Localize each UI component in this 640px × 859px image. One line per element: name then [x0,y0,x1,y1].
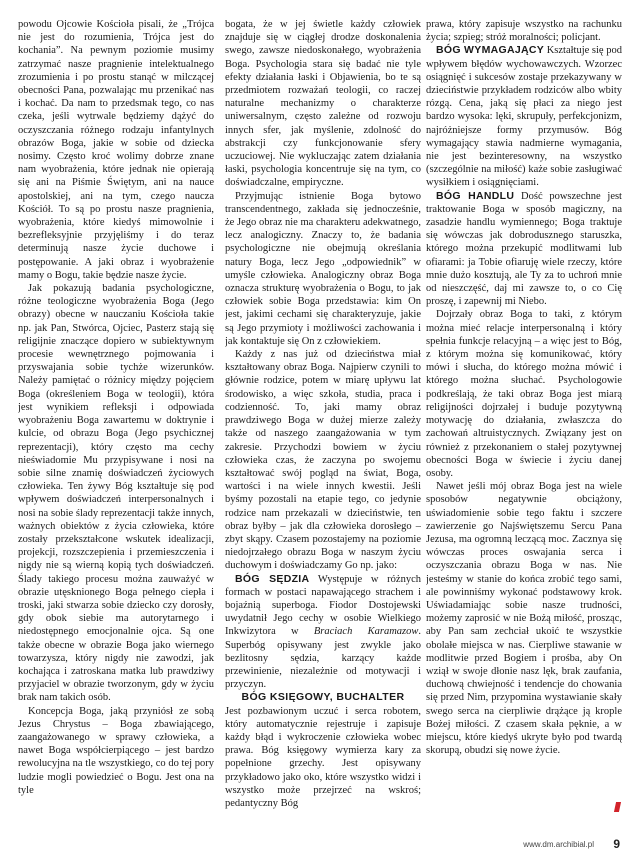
body-paragraph [426,44,622,189]
body-paragraph: powodu Ojcowie Kościoła pisali, że „Trójca nie jest do rozumienia, Trójca jest do kochania”. Na pewnym poziomie musimy zatrzymać nasze pragnienie intelektualnego zrozumienia i po prostu stanąć w milczącej obecności Pana, pozwalając mu przenikać nas i kochać. Da nam to przedsmak tego, co nas czeka, jeśli wytrwale będziemy dążyć do oczyszczania różnego rodzaju infantylnych obrazów Boga, jakie w sobie od dziecka nosimy. Często kroć wolimy dobrze znane nam wyobrażenia, które jednak nie opierają się ani na Piśmie Świętym, ani na nauce apostolskiej, ani na tym, czego naucza Kościół. To są po prostu nasze pragnienia, wyobrażenia, które kiedyś mimowolnie i bezrefleksyjnie przyjęliśmy i do teraz determinują nasze życie duchowe i postępowanie. A jaki obraz i wyobrażenie mamy o Bogu, takie będzie nasze życie. [18,19,214,281]
paragraph-text: Dość powszechne jest traktowanie Boga w sposób magiczny, na zasadzie handlu wymiennego; Boga traktuje się wówczas jak dobrodusznego staruszka, którego można przekupić modlitwami lub ofiarami: ja Tobie ofiaruję wiele rzeczy, które mnie dużo kosztują, ale Ty za to uchroń mnie od nieszczęść, daj mi zawsze to, o co Cię proszę, i zapewnij mi Niebo. [426,190,622,308]
page-footer [18,838,622,854]
article-column-3 [426,18,622,836]
page-number: 9 [613,837,620,851]
section-lead-bog-sedzia: BÓG SĘDZIA [235,572,310,585]
section-lead-bog-wymagajacy: BÓG WYMAGAJĄCY [436,44,545,57]
body-paragraph: prawa, który zapisuje wszystko na rachunku życia; szpieg; stróż moralności; policjant. [426,19,622,44]
section-heading: BÓG KSIĘGOWY, BUCHALTER [241,691,405,704]
body-paragraph: Jest pozbawionym uczuć i serca robotem, który automatycznie rejestruje i zapisuje każdy błąd i wykroczenie człowieka wobec prawa. Bóg księgowy wymierza kary za popełnione grzechy. Jest opisywany przykładowo jako oko, które wszystko widzi i wszystko może przejrzeć na wskroś; pedantyczny Bóg [225,705,421,809]
paragraph-text: Występuje w różnych formach w postaci napawającego strachem i bojaźnią superboga. Fiodor Dostojewski uwydatnił Jego cechy w osobie Wielkiego Inkwizytora w [225,573,421,638]
book-title: Braciach Karamazow [313,626,419,638]
body-paragraph [426,190,622,309]
article-column-1 [18,18,214,836]
body-paragraph: Koncepcja Boga, jaką przyniósł ze sobą Jezus Chrystus – Boga zbawiającego, zaangażowanego w sprawy człowieka, a nawet Boga współcierpiącego – jest bardzo rewolucyjna na tle wszystkiego, co do tej pory ludzie mogli powiedzieć o Bogu. Jest ona na tyle [18,705,214,796]
paragraph-text: Kształtuje się pod wpływem błędów wychowawczych. Wzorzec osiągnięć i sukcesów zostaje przekazywany w dzieciństwie przykładem rodziców albo wbity rózgą. Cena, jaką się płaci za niego jest bardzo wysoka: lęki, skrupuły, perfekcjonizm, najróżniejsze formy przymusów. Bóg wymagający stawia nadmierne wymagania, nie jest bezinteresowny, na wszystko (szczególnie na miłość) każe sobie zasługiwać wysiłkiem i osiągnięciami. [426,45,622,189]
paragraph-text: . Superbóg opisywany jest zwykle jako bezlitosny sędzia, karzący każde przewinienie, niezależnie od motywacji i przyczyn. [225,626,421,691]
body-paragraph: Dojrzały obraz Boga to taki, z którym można mieć relacje interpersonalną i który spełnia funkcje relacyjną – a więc jest to Bóg, z którym można się komunikować, który mówi i słucha, do którego można mówić i którego można słuchać. Psychologowie podkreślają, że taki obraz Boga jest miarą religijności dojrzałej i buduje pozytywną motywację do działania, zwłaszcza do zachowań altruistycznych. Związany jest on również z przekonaniem o stałej pozytywnej obecności Boga w świecie i życiu danej osoby. [426,309,622,479]
body-paragraph: Jak pokazują badania psychologiczne, różne teologiczne wyobrażenia Boga (Jego obrazy) obecne w nauczaniu Kościoła takie np. jak Pan, Stwórca, Ojciec, Pasterz stają się religijnie znaczące dopiero w subiektywnym procesie wewnętrznego pojmowania i przyswajania sobie tychże wizerunków. Należy pamiętać o różnicy między pojęciem Boga (określeniem Boga w teologii), która jest wynikiem refleksji i odpowiada wyobrażeniu Boga zawartemu w doktrynie i kulcie, od obrazu Boga (Jego psychicznej reprezentacji), który często ma cechy nieświadomie Mu przypisywane i nosi na sobie silne znamię doświadczeń życiowych człowieka. Ten żywy Bóg kształtuje się pod wpływem doświadczeń interpersonalnych i nosi na sobie ślady reprezentacji także innych, ważnych obiektów z życia człowieka, które zostały przekształcone wskutek idealizacji, projekcji, rozszczepienia i przemieszczenia i nigdy nie są wierną kopią tych doświadczeń. Ślady takiego procesu można zauważyć w obrazie utęsknionego Boga pełnego ciepła i troski, jaki stwarza sobie dziecko czy dorosły, gdy obok siebie ma autorytarnego i niedostępnego emocjonalnie ojca. Są one także obecne w obrazie Boga jako wiernego towarzysza, który nigdy nie zawodzi, jak kochająca i zatroskana matka lub prawdziwy przyjaciel w obrazie tworzonym, gdy w życiu brak nam takich osób. [18,283,214,704]
body-paragraph: Każdy z nas już od dzieciństwa miał kształtowany obraz Boga. Najpierw czynili to głównie rodzice, potem w miarę upływu lat środowisko, a więc szkoła, studia, praca i codzienność. To, jaki mamy obraz prawdziwego Boga w dużej mierze zależy także od naszego zaangażowania w tym zakresie. Przychodzi bowiem w życiu człowieka czas, że zaczyna po swojemu kształtować swój pogląd na świat, Boga, wartości i na wiele innych kwestii. Jeśli byśmy pozostali na etapie tego, co jedynie rodzice nam przekazali w dzieciństwie, ten obraz byłby – jak dla człowieka dorosłego – zbyt skąpy. Czasem pozostajemy na poziomie niedojrzałego obrazu Boga w naszym życiu duchowym i doświadczamy Go np. jako: [225,349,421,572]
body-paragraph [225,573,421,692]
body-paragraph: Nawet jeśli mój obraz Boga jest na wiele sposobów negatywnie obciążony, uświadomienie sobie tego faktu i szczere zawierzenie go Najświętszemu Sercu Pana Jezusa, ma ogromną leczącą moc. Zacznya się wówczas proces oswajania serca i oczyszczania obrazu Boga w nas. Nie jesteśmy w stanie do końca zrobić tego sami, ale powinniśmy wykonać podstawowy krok. Uświadamiając sobie nasze trudności, możemy zaprosić w nie Bożą miłość, prosząc, aby Pan sam zechciał ukoić te wszystkie obolałe miejsca w nas. Cierpliwe stawanie w modlitwie przed Bogiem i prośba, aby On wziął w swoje dłonie nasz lęk, brak zaufania, duchową chwiejność i tendencje do chowania się przed Nim, przypomina wystawianie skały swego serca na cierpliwie drążące ją krople Bożej miłości. Z czasem skała pęknie, a w miejscu, które kiedyś ukryte było pod twardą skorupą, obudzi się nowe życie. [426,481,622,757]
footer-url: www.dm.archibial.pl [523,840,594,849]
body-paragraph: bogata, że w jej świetle każdy człowiek znajduje się w ciągłej drodze doskonalenia swego, zawsze niedoskonałego, wyobrażenia Boga. Psychologia stara się badać nie tyle efekty działania łaski i Objawienia, bo te są przedmiotem rozważań teologii, co raczej naturalne mechanizmy o charakterze uniwersalnym, często zależne od rozwoju innych sfer, jak myślenie, zdolność do abstrakcji czy funkcjonowanie sfery uczuciowej. Nie wykluczając zatem działania łaski, psychologia koncentruje się na tym, co doświadczalne, empiryczne. [225,19,421,189]
body-paragraph: Przyjmując istnienie Boga bytowo transcendentnego, zakłada się jednocześnie, że Jego obraz nie ma charakteru adekwatnego, lecz analogiczny. Znaczy to, że badania psychologiczne nie obejmują określania natury Boga, lecz Jego „odpowiednik” w umyśle człowieka. Analogiczny obraz Boga oznacza strukturę wyobrażenia o Bogu, to jak człowiek sobie Boga przedstawia: kim On jest, jakimi cechami się charakteryzuje, jakie są Jego przymioty i możliwości zachowania i jak kontaktuje się On z człowiekiem. [225,190,421,347]
article-column-2 [225,18,421,836]
section-lead-bog-handlu: BÓG HANDLU [436,189,515,202]
